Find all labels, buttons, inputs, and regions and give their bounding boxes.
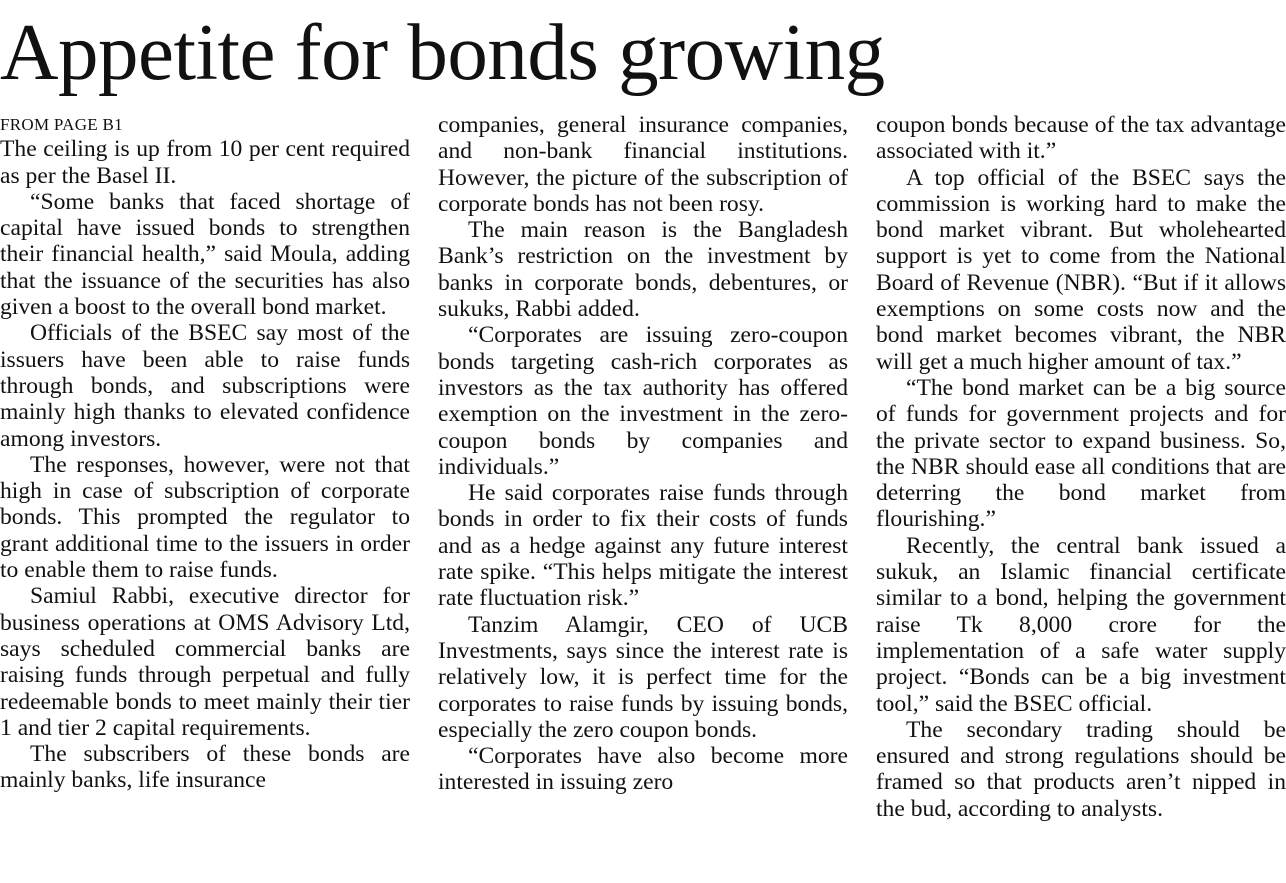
article-column-2 <box>438 112 848 883</box>
paragraph: The secondary trading should be ensured and strong regulations should be framed so that products aren’t nipped in the bud, according to analysts. <box>876 716 1286 822</box>
paragraph: A top official of the BSEC says the commission is working hard to make the bond market vibrant. But wholehearted support is yet to come from the National Board of Revenue (NBR). “But if it allows exemptions on some costs now and the bond market becomes vibrant, the NBR will get a much higher amount of tax.” <box>876 164 1286 375</box>
paragraph: Tanzim Alamgir, CEO of UCB Investments, says since the interest rate is relatively low, it is perfect time for the corporates to raise funds by issuing bonds, especially the zero coupon bonds. <box>438 611 848 743</box>
paragraph: companies, general insurance companies, and non-bank financial institutions. However, the picture of the subscription of corporate bonds has not been rosy. <box>438 112 848 217</box>
paragraph: “Corporates have also become more interested in issuing zero <box>438 743 848 796</box>
paragraph: Recently, the central bank issued a sukuk, an Islamic financial certificate similar to a bond, helping the government raise Tk 8,000 crore for the implementation of a safe water supply project. “Bonds can be a big investment tool,” said the BSEC official. <box>876 532 1286 717</box>
headline: Appetite for bonds growing <box>0 7 885 97</box>
article-column-1 <box>0 112 410 883</box>
paragraph: “Some banks that faced shortage of capital have issued bonds to strengthen their financial health,” said Moula, adding that the issuance of the securities has also given a boost to the overall bond market. <box>0 188 410 321</box>
paragraph: He said corporates raise funds through bonds in order to fix their costs of funds and as a hedge against any future interest rate spike. “This helps mitigate the interest rate fluctuation risk.” <box>438 480 848 612</box>
paragraph: Samiul Rabbi, executive director for business operations at OMS Advisory Ltd, says scheduled commercial banks are raising funds through perpetual and fully redeemable bonds to meet mainly their tier 1 and tier 2 capital requirements. <box>0 583 410 741</box>
paragraph: “The bond market can be a big source of funds for government projects and for the private sector to expand business. So, the NBR should ease all conditions that are deterring the bond market from flourishing.” <box>876 374 1286 533</box>
paragraph: coupon bonds because of the tax advantage associated with it.” <box>876 112 1286 165</box>
paragraph: “Corporates are issuing zero-coupon bonds targeting cash-rich corporates as investors as the tax authority has offered exemption on the investment in the zero-coupon bonds by companies and individuals.” <box>438 322 848 480</box>
paragraph: Officials of the BSEC say most of the issuers have been able to raise funds through bonds, and subscriptions were mainly high thanks to elevated confidence among investors. <box>0 320 410 452</box>
paragraph: The subscribers of these bonds are mainly banks, life insurance <box>0 741 410 794</box>
paragraph: The main reason is the Bangladesh Bank’s restriction on the investment by banks in corporate bonds, debentures, or sukuks, Rabbi added. <box>438 217 848 323</box>
continuation-kicker: FROM PAGE B1 <box>0 115 123 134</box>
article-column-3 <box>876 112 1286 883</box>
paragraph: The responses, however, were not that high in case of subscription of corporate bonds. This prompted the regulator to grant additional time to the issuers in order to enable them to raise funds. <box>0 451 410 584</box>
paragraph: The ceiling is up from 10 per cent required as per the Basel II. <box>0 136 410 189</box>
